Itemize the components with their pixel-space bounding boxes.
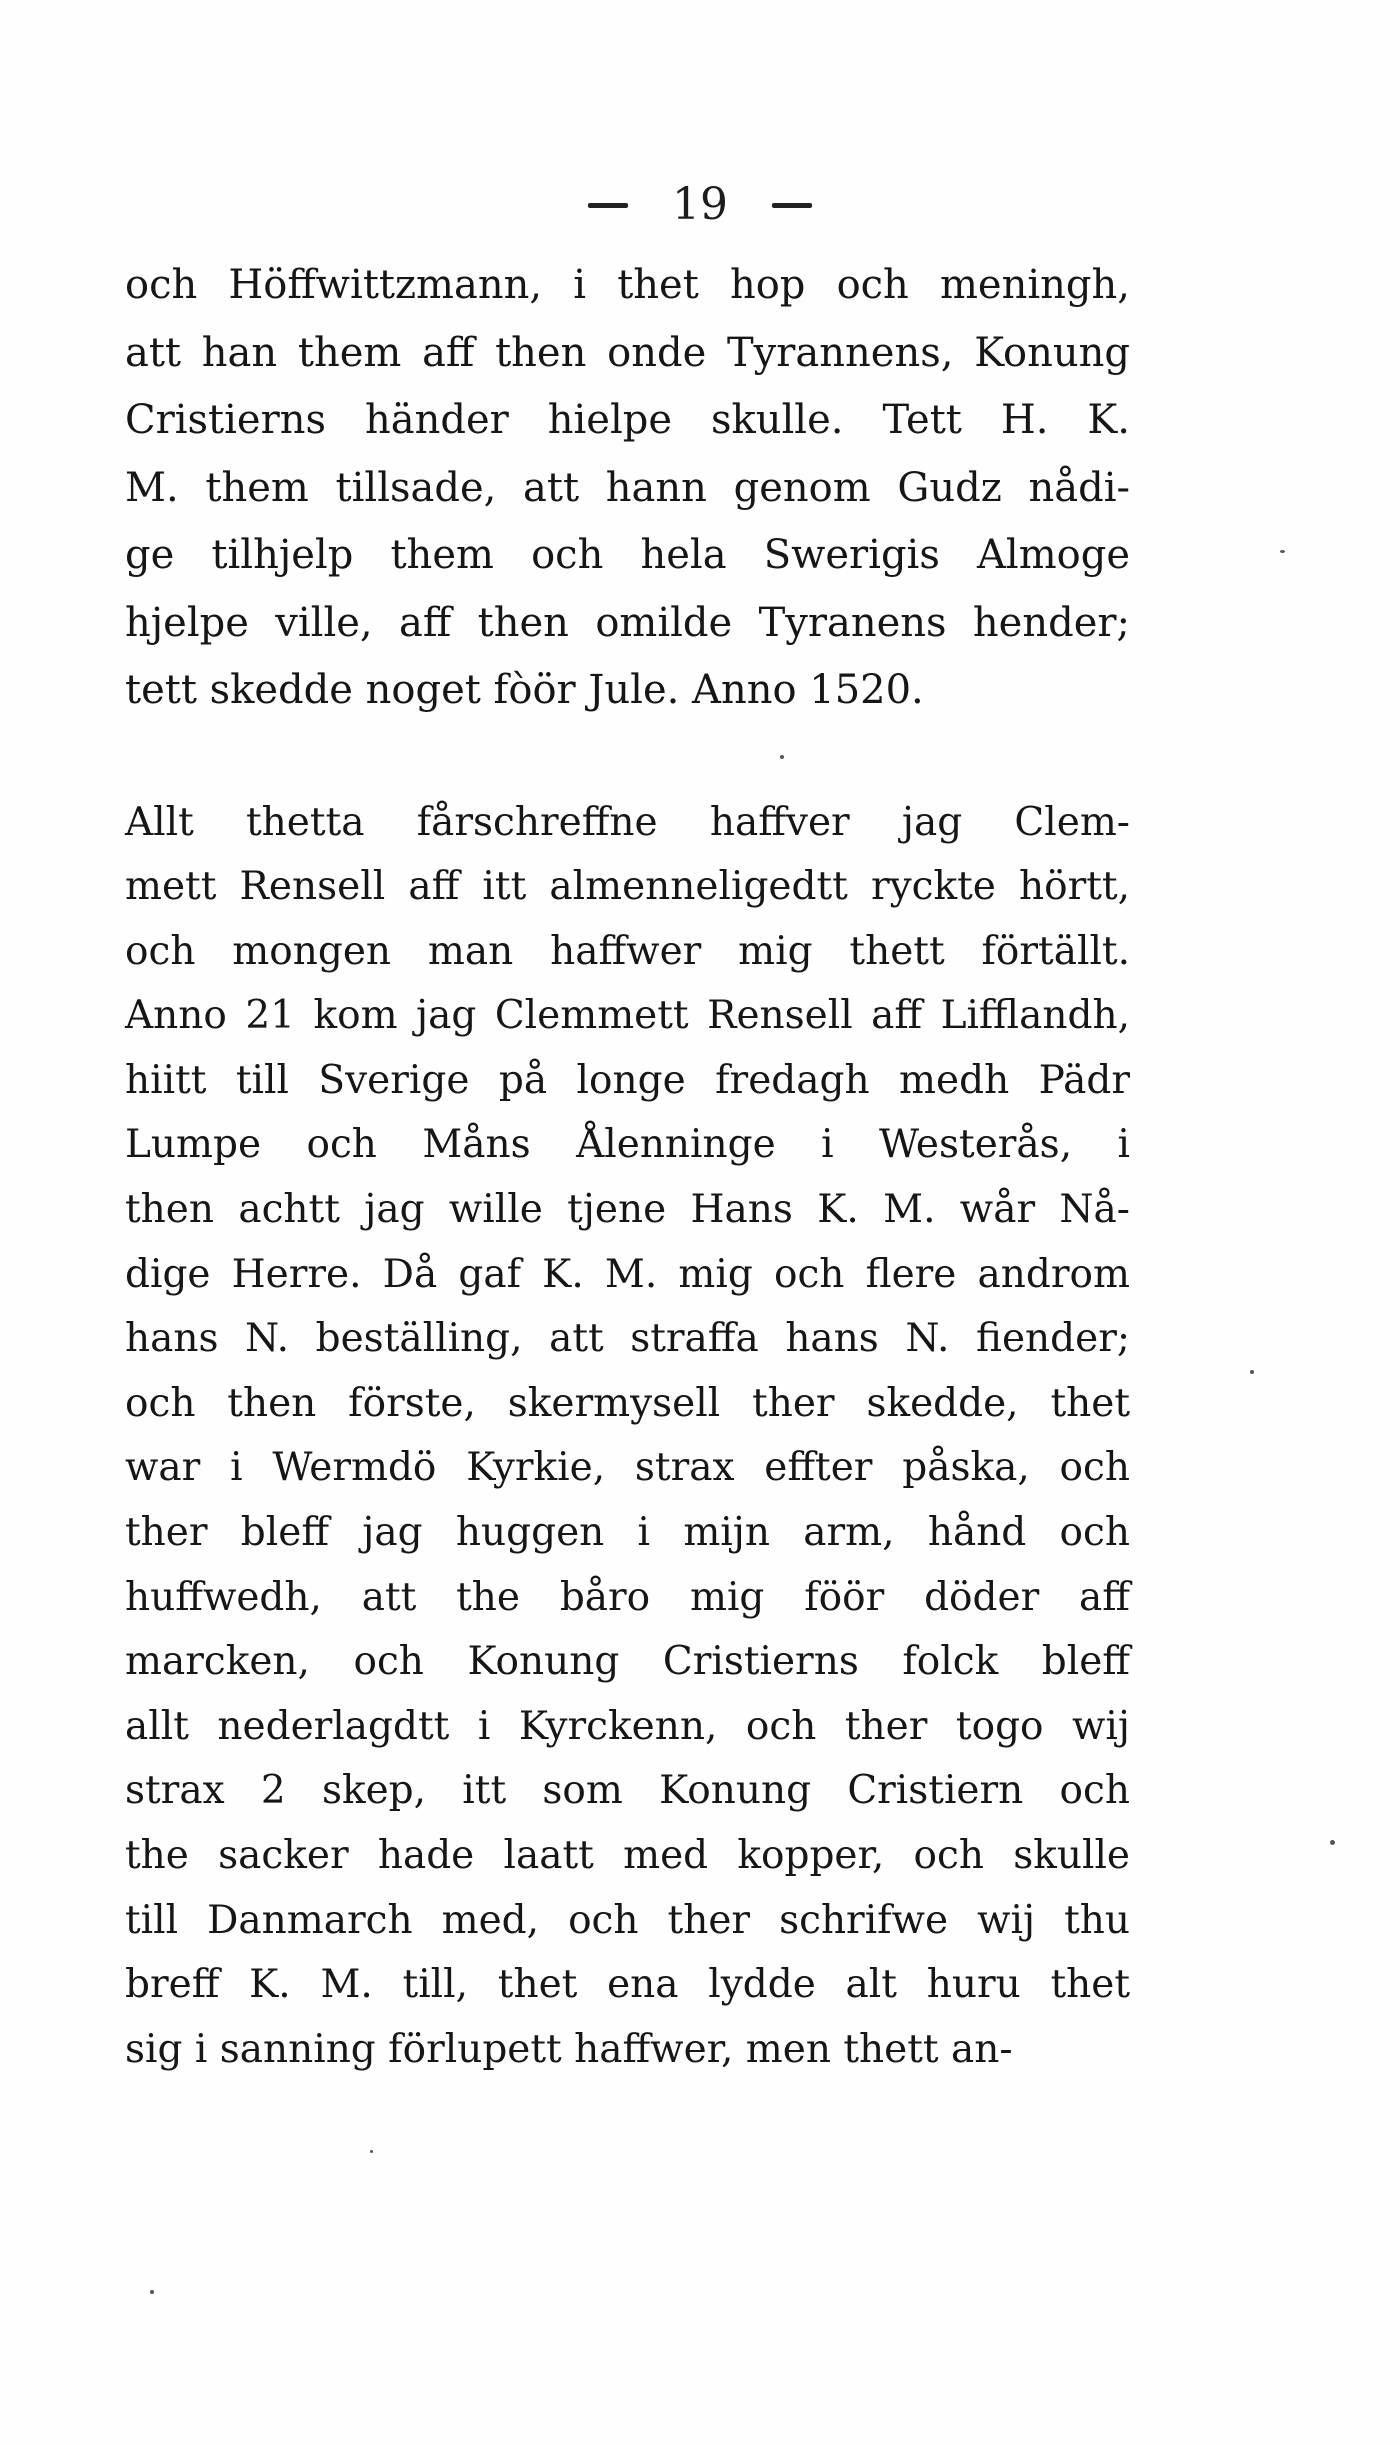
text-line: war i Wermdö Kyrkie, strax effter påska, och (125, 1445, 1130, 1491)
text-line: Allt thetta fårschreffne haffver jag Clem- (125, 799, 1130, 845)
paragraph (125, 252, 1130, 725)
text-line: hans N. beställing, att straffa hans N. fiender; (125, 1316, 1130, 1362)
paragraph (125, 791, 1130, 2083)
page-header (0, 170, 1400, 240)
text-line: Cristierns händer hielpe skulle. Tett H. K. (125, 397, 1130, 443)
text-line: ge tilhjelp them och hela Swerigis Almoge (125, 532, 1130, 578)
paper-speck (1330, 1840, 1335, 1845)
paper-speck (1250, 1370, 1254, 1374)
text-line: Lumpe och Måns Ålenninge i Westerås, i (125, 1122, 1130, 1168)
text-line: then achtt jag wille tjene Hans K. M. wår Nå- (125, 1187, 1130, 1233)
text-line: ther bleff jag huggen i mijn arm, hånd och (125, 1510, 1130, 1556)
text-line: och mongen man haffwer mig thett förtällt. (125, 928, 1130, 974)
text-line: till Danmarch med, och ther schrifwe wij thu (125, 1897, 1130, 1943)
text-line: M. them tillsade, att hann genom Gudz nådi- (125, 464, 1130, 511)
text-line: sig i sanning förlupett haffwer, men thett an- (125, 2026, 1013, 2072)
text-line: allt nederlagdtt i Kyrckenn, och ther togo wij (125, 1703, 1130, 1749)
paper-speck (370, 2150, 373, 2153)
text-line: huffwedh, att the båro mig föör döder aff (125, 1574, 1130, 1620)
text-line: tett skedde noget fòör Jule. Anno 1520. (125, 667, 924, 713)
body-text (125, 252, 1130, 2082)
text-line: strax 2 skep, itt som Konung Cristiern och (125, 1768, 1130, 1814)
paper-speck (150, 2290, 154, 2294)
text-line: mett Rensell aff itt almenneligedtt ryckte hörtt, (125, 864, 1130, 910)
text-line: att han them aff then onde Tyrannens, Konung (125, 329, 1130, 376)
text-line: Anno 21 kom jag Clemmett Rensell aff Lifflandh, (125, 993, 1130, 1039)
page-number: 19 (672, 179, 728, 230)
text-line: hiitt till Sverige på longe fredagh medh Pädr (125, 1057, 1130, 1103)
text-line: the sacker hade laatt med kopper, och skulle (125, 1833, 1130, 1878)
paper-speck (1280, 550, 1285, 553)
text-line: breff K. M. till, thet ena lydde alt huru thet (125, 1962, 1130, 2008)
paper-speck (780, 755, 784, 759)
text-line: och then förste, skermysell ther skedde, thet (125, 1380, 1130, 1426)
text-line: och Höffwittzmann, i thet hop och meningh, (125, 262, 1130, 308)
left-dash-ornament (588, 203, 628, 208)
text-line: hjelpe ville, aff then omilde Tyranens hender; (125, 599, 1130, 646)
text-line: marcken, och Konung Cristierns folck bleff (125, 1639, 1130, 1685)
text-line: dige Herre. Då gaf K. M. mig och flere androm (125, 1251, 1130, 1297)
right-dash-ornament (772, 203, 812, 208)
paragraph-spacer (125, 725, 1130, 791)
